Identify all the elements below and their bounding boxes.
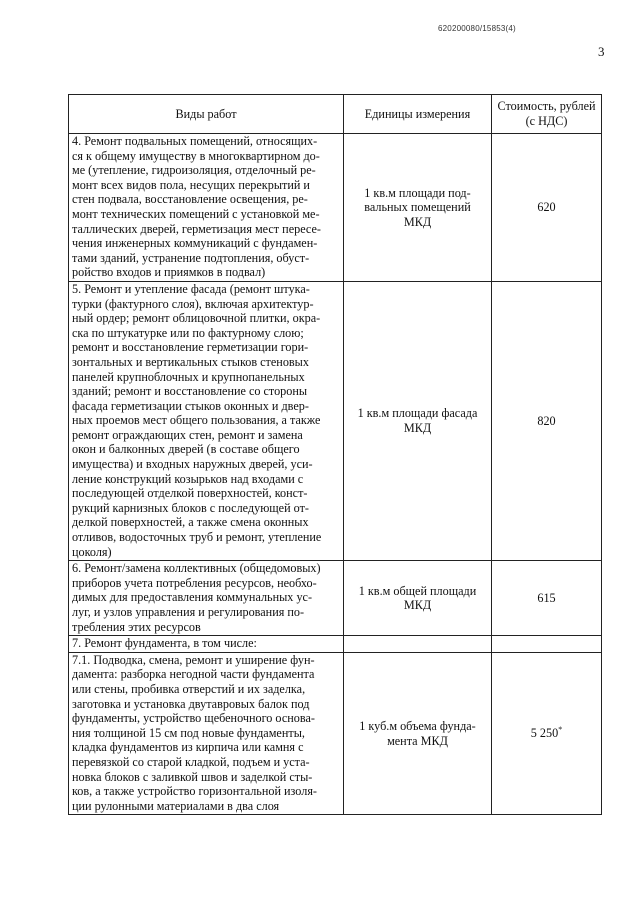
- unit-of-measure: 1 кв.м площади фасада МКД: [344, 281, 492, 560]
- cost-value: [492, 652, 602, 815]
- description-line: имущества) и входных наружных дверей, уси-: [72, 457, 313, 472]
- table-row: [69, 561, 602, 636]
- cost-value: 615: [492, 561, 602, 636]
- description-line: рукций карнизных блоков с последующей от-: [72, 500, 309, 515]
- unit-of-measure: 1 кв.м площади под-вальных помещений МКД: [344, 134, 492, 282]
- description-line: монт технических помещений с установкой ме-: [72, 206, 320, 221]
- description-line: тами зданий, устранение подтопления, обуст-: [72, 250, 310, 265]
- description-line: луг, и узлов управления и регулирования по-: [72, 605, 305, 619]
- description-line: последующей отделкой поверхностей, конст-: [72, 486, 308, 501]
- table-header-row: [69, 95, 602, 134]
- cost-value: 620: [492, 134, 602, 282]
- description-line: отливов, водосточных труб и ремонт, утепление: [72, 530, 322, 545]
- description-line: ремонт и восстановление герметизации гори-: [72, 340, 309, 355]
- description-line: зонтальных и вертикальных стыков стеновых: [72, 354, 309, 369]
- description-line: ный ордер; ремонт облицовочной плитки, окра-: [72, 311, 321, 326]
- table-row: [69, 281, 602, 560]
- page-number: 3: [598, 44, 605, 59]
- description-line: цоколя): [72, 544, 112, 559]
- work-description: [69, 281, 344, 560]
- description-line: делкой поверхностей, а также смена оконных: [72, 515, 309, 530]
- description-line: фундаменты, устройство щебеночного основа-: [72, 711, 315, 726]
- description-line: 7. Ремонт фундамента, в том числе:: [72, 636, 257, 651]
- section-heading: [69, 636, 344, 653]
- description-line: фасада герметизации стыков оконных и двер-: [72, 398, 309, 413]
- description-line: ния толщиной 15 см под новые фундаменты,: [72, 725, 305, 740]
- description-line: дамента: разборка негодной части фундамента: [72, 667, 315, 682]
- description-line: ся к общему имуществу в многоквартирном до-: [72, 148, 320, 163]
- description-line: заготовка и установка двутавровых балок под: [72, 696, 310, 711]
- description-line: ков, а также устройство горизонтальной изоля-: [72, 784, 317, 799]
- description-line: ме (утепление, гидроизоляция, отделочный ре-: [72, 163, 316, 178]
- description-line: 4. Ремонт подвальных помещений, относящих-: [72, 134, 318, 148]
- description-line: турки (фактурного слоя), включая архитектур-: [72, 296, 314, 311]
- column-header-cost: Стоимость, рублей (с НДС): [492, 95, 602, 134]
- description-line: новка блоков с заливкой швов и заделкой сты-: [72, 769, 313, 784]
- description-line: кладка фундаментов из кирпича или камня с: [72, 740, 304, 755]
- description-line: требления этих ресурсов: [72, 619, 201, 634]
- description-line: или стены, пробивка отверстий и их заделка,: [72, 681, 306, 696]
- description-line: зданий; ремонт и восстановление со стороны: [72, 384, 308, 399]
- cost-number: 5 250: [530, 726, 559, 741]
- document-code: 620200080/15853(4): [438, 24, 516, 33]
- table-row: [69, 636, 602, 653]
- description-line: стен подвала, восстановление освещения, ре-: [72, 192, 308, 207]
- description-line: ных проемов мест общего пользования, а также: [72, 413, 321, 428]
- description-line: ции рулонными материалами в два слоя: [72, 798, 280, 813]
- description-line: окон и балконных дверей (в составе общего: [72, 442, 300, 457]
- unit-of-measure: 1 куб.м объема фунда-мента МКД: [344, 652, 492, 815]
- footnote-mark: *: [558, 725, 563, 735]
- cost-value: 820: [492, 281, 602, 560]
- table-row: [69, 134, 602, 282]
- column-header-work-types: Виды работ: [69, 95, 344, 134]
- description-line: 5. Ремонт и утепление фасада (ремонт штука-: [72, 281, 310, 296]
- description-line: 7.1. Подводка, смена, ремонт и уширение фун-: [72, 652, 315, 667]
- description-line: ска по штукатурке или по фактурному слою;: [72, 325, 304, 340]
- description-line: таллических дверей, герметизация мест пересе-: [72, 221, 321, 236]
- table-row: [69, 652, 602, 815]
- description-line: приборов учета потребления ресурсов, необхо-: [72, 575, 317, 590]
- description-line: чения инженерных коммуникаций с фундамен-: [72, 236, 318, 251]
- work-description: [69, 561, 344, 636]
- unit-of-measure: 1 кв.м общей площади МКД: [344, 561, 492, 636]
- description-line: ление конструкций козырьков над входами с: [72, 471, 304, 486]
- description-line: ройство входов и приямков в подвал): [72, 265, 266, 280]
- work-description: [69, 134, 344, 282]
- description-line: панелей крупноблочных и крупнопанельных: [72, 369, 305, 384]
- description-line: димых для предоставления коммунальных ус-: [72, 590, 313, 605]
- description-line: ремонт ограждающих стен, ремонт и замена: [72, 427, 303, 442]
- works-cost-table: [68, 94, 602, 815]
- empty-cell: [492, 636, 602, 653]
- description-line: монт всех видов пола, несущих перекрытий и: [72, 177, 310, 192]
- column-header-units: Единицы измерения: [344, 95, 492, 134]
- empty-cell: [344, 636, 492, 653]
- description-line: перевязкой со старой кладкой, подъем и уста-: [72, 754, 310, 769]
- description-line: 6. Ремонт/замена коллективных (общедомовых): [72, 561, 321, 576]
- work-description: [69, 652, 344, 815]
